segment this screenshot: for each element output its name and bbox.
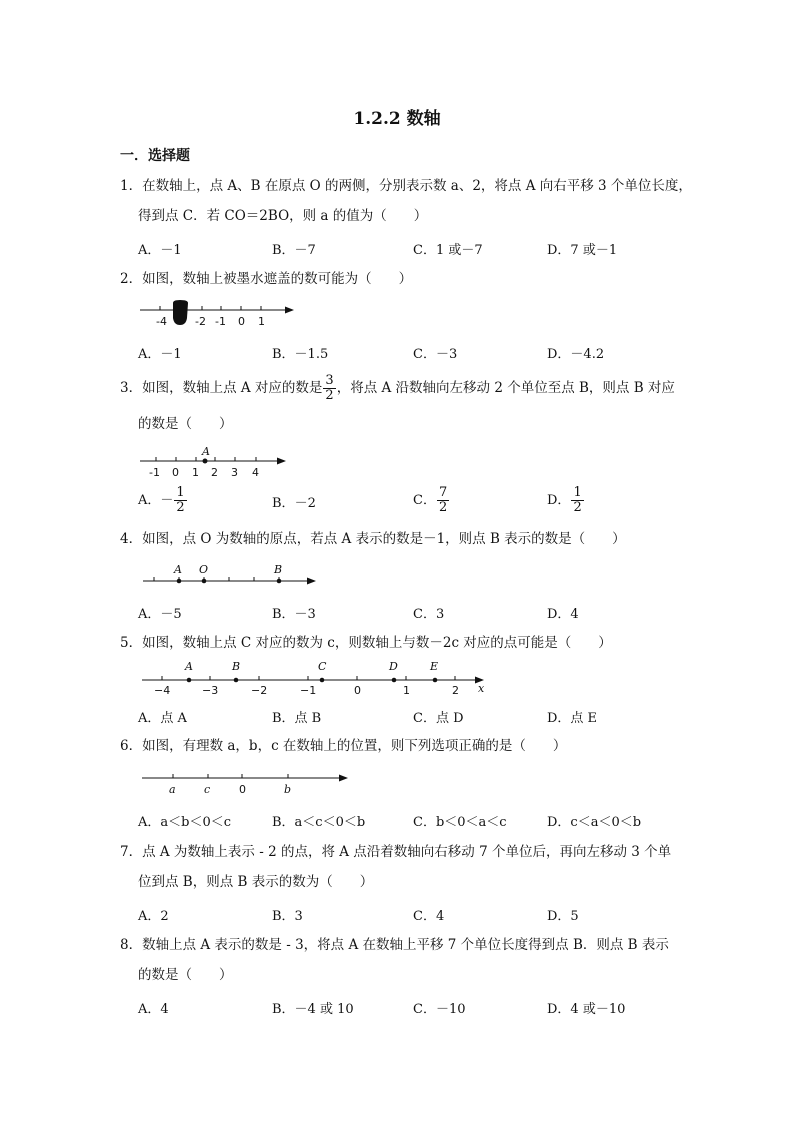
question-3-line-2: 的数是（ ） (138, 416, 233, 432)
axis-variable: x (478, 682, 485, 695)
question-4-option-b: B．－3 (272, 607, 316, 622)
ink-blot-icon (173, 300, 188, 325)
question-5-option-c: C．点 D (413, 711, 464, 726)
axis-label: 2 (211, 466, 218, 479)
axis-label: 0 (172, 466, 179, 479)
section-heading: 一．选择题 (120, 148, 190, 164)
question-2-number-line (138, 298, 308, 334)
point-label: D (389, 660, 398, 673)
point-label: A (202, 445, 210, 458)
question-7-option-b: B．3 (272, 909, 303, 924)
question-5-option-d: D．点 E (547, 711, 598, 726)
axis-label: -1 (149, 466, 160, 479)
point-label: A (174, 563, 182, 576)
question-5-option-b: B．点 B (272, 711, 322, 726)
question-7-line-2: 位到点 B，则点 B 表示的数为（ ） (138, 874, 374, 890)
question-6-line-1: 6．如图，有理数 a，b，c 在数轴上的位置，则下列选项正确的是（ ） (120, 738, 567, 754)
axis-label: 4 (252, 466, 259, 479)
question-6-option-b: B．a＜c＜0＜b (272, 815, 366, 830)
question-5-number-line (138, 658, 494, 700)
point-label: A (185, 660, 193, 673)
axis-label: 3 (231, 466, 238, 479)
point-label: O (199, 563, 209, 576)
question-1-line-1: 1．在数轴上，点 A、B 在原点 O 的两侧，分别表示数 a、2，将点 A 向右平移 3 个单位长度， (120, 178, 692, 194)
axis-label: -1 (215, 315, 226, 328)
question-4-option-c: C．3 (413, 607, 445, 622)
question-1-option-c: C．1 或－7 (413, 243, 483, 258)
point-label: B (274, 563, 283, 576)
point-a (187, 678, 192, 683)
axis-label: -2 (195, 315, 206, 328)
point-label: C (318, 660, 327, 673)
axis-label: −2 (251, 684, 268, 697)
point-b (234, 678, 239, 683)
question-8-option-c: C．－10 (413, 1002, 466, 1017)
question-3-option-a: A．－ $\frac{1}{2}$ (138, 485, 185, 515)
question-1-option-d: D．7 或－1 (547, 243, 618, 258)
point-c (320, 678, 325, 683)
question-8-option-a: A．4 (138, 1002, 169, 1017)
question-3-text-pre: 3．如图，数轴上点 A 对应的数是 (120, 380, 323, 396)
question-7-option-c: C．4 (413, 909, 445, 924)
question-4-option-a: A．－5 (138, 607, 182, 622)
question-7-line-1: 7．点 A 为数轴上表示 - 2 的点，将 A 点沿着数轴向右移动 7 个单位后，再向左移动 3 个单 (120, 844, 672, 860)
point-a (203, 459, 208, 464)
question-6-option-d: D．c＜a＜0＜b (547, 815, 642, 830)
question-7-option-d: D．5 (547, 909, 579, 924)
question-3-fraction: $\frac{3}{2}$ (325, 373, 334, 403)
question-8-option-b: B．－4 或 10 (272, 1002, 354, 1017)
axis-label: 2 (452, 684, 459, 697)
question-6-option-c: C．b＜0＜a＜c (413, 815, 507, 830)
question-3-option-c: C． $\frac{7}{2}$ (413, 485, 448, 515)
question-3-number-line (138, 442, 298, 482)
question-3-line-1 (120, 374, 675, 403)
question-3-option-d: D． $\frac{1}{2}$ (547, 485, 582, 515)
point-e (433, 678, 438, 683)
question-1-option-a: A．－1 (138, 243, 182, 258)
question-3-text-post: ，将点 A 沿数轴向左移动 2 个单位至点 B，则点 B 对应 (336, 380, 675, 396)
question-2-option-c: C．－3 (413, 347, 458, 362)
axis-label: b (284, 783, 292, 796)
question-2-option-d: D．－4.2 (547, 347, 605, 362)
axis-label: 1 (192, 466, 199, 479)
question-4-number-line (138, 560, 328, 590)
axis-label: -4 (156, 315, 167, 328)
question-7-option-a: A．2 (138, 909, 169, 924)
question-4-option-d: D．4 (547, 607, 579, 622)
axis-label: 1 (258, 315, 265, 328)
axis-label: 0 (354, 684, 361, 697)
question-5-option-a: A．点 A (138, 711, 187, 726)
question-6-number-line (138, 768, 358, 798)
question-1-line-2: 得到点 C．若 CO＝2BO，则 a 的值为（ ） (138, 208, 428, 224)
question-8-line-2: 的数是（ ） (138, 967, 233, 983)
axis-label: −4 (154, 684, 171, 697)
point-d (392, 678, 397, 683)
point-a (177, 579, 182, 584)
point-o (202, 579, 207, 584)
axis-label: a (169, 783, 176, 796)
question-2-option-a: A．－1 (138, 347, 182, 362)
question-6-option-a: A．a＜b＜0＜c (138, 815, 232, 830)
axis-label: −3 (202, 684, 219, 697)
axis-label: 0 (239, 783, 246, 796)
axis-label: c (204, 783, 211, 796)
question-8-line-1: 8．数轴上点 A 表示的数是 - 3，将点 A 在数轴上平移 7 个单位长度得到点 B．则点 B 表示 (120, 937, 669, 953)
question-8-option-d: D．4 或－10 (547, 1002, 626, 1017)
question-1-option-b: B．－7 (272, 243, 316, 258)
question-2-option-b: B．－1.5 (272, 347, 329, 362)
axis-label: 1 (403, 684, 410, 697)
question-3-option-b: B．－2 (272, 496, 316, 511)
question-2-line-1: 2．如图，数轴上被墨水遮盖的数可能为（ ） (120, 271, 413, 287)
page-title: 1.2.2 数轴 (353, 109, 441, 129)
point-b (277, 579, 282, 584)
question-4-line-1: 4．如图，点 O 为数轴的原点，若点 A 表示的数是－1，则点 B 表示的数是（ ） (120, 531, 626, 547)
point-label: E (430, 660, 439, 673)
axis-label: 0 (238, 315, 245, 328)
question-5-line-1: 5．如图，数轴上点 C 对应的数为 c，则数轴上与数－2c 对应的点可能是（ ） (120, 635, 612, 651)
axis-label: −1 (300, 684, 317, 697)
point-label: B (232, 660, 241, 673)
